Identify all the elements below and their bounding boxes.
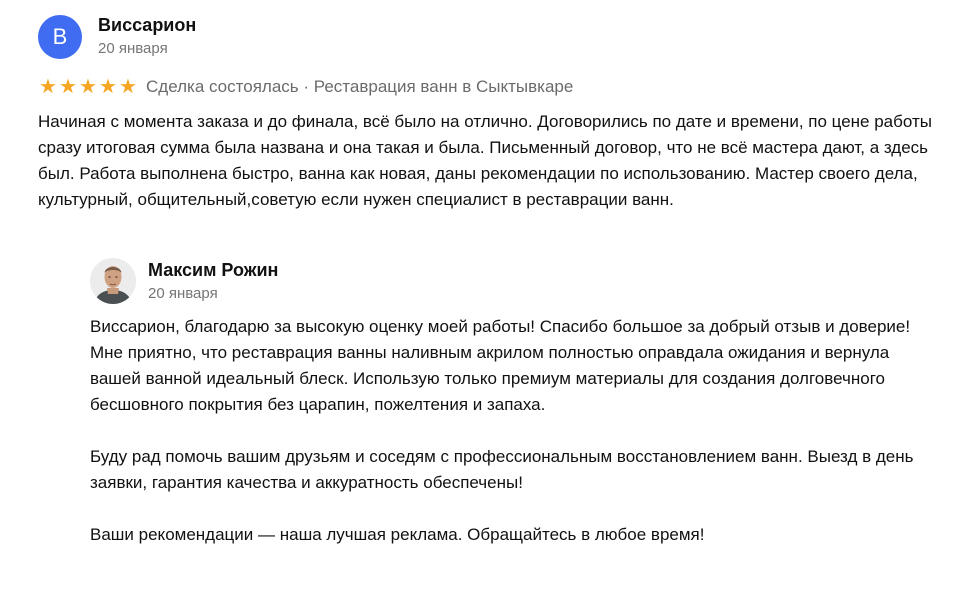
star-icon: ★: [59, 76, 77, 98]
author-name[interactable]: Виссарион: [98, 15, 197, 35]
deal-status: Сделка состоялась · Реставрация ванн в Сыктывкаре: [146, 77, 574, 96]
reply-paragraph: Буду рад помочь вашим друзьям и соседям с профессиональным восстановлением ванн. Выезд в день заявки, гарантия качества и аккуратность обеспечены!: [90, 447, 914, 492]
reply-paragraph: Виссарион, благодарю за высокую оценку моей работы! Спасибо большое за добрый отзыв и доверие! Мне приятно, что реставрация ванны наливным акрилом полностью оправдала ожидания и вернула вашей ванной идеальный блеск. Использую только премиум материалы для создания долговечного бесшовного покрытия без царапин, пожелтения и запаха.: [90, 317, 911, 414]
author-meta: [98, 14, 196, 59]
reply-text: [90, 314, 935, 548]
rating-stars: [38, 77, 138, 97]
master-reply: [90, 258, 935, 548]
rating-row: [38, 76, 938, 98]
author-avatar[interactable]: В: [38, 15, 82, 59]
master-avatar[interactable]: [90, 258, 136, 304]
reply-paragraph: Ваши рекомендации — наша лучшая реклама. Обращайтесь в любое время!: [90, 525, 705, 544]
master-name[interactable]: Максим Рожин: [148, 259, 279, 280]
avatar-photo: [90, 258, 136, 304]
review-text: Начиная с момента заказа и до финала, всё было на отлично. Договорились по дате и времени, по цене работы сразу итоговая сумма была названа и она такая и была. Письменный договор, что не всё мастера дают, а здесь был. Работа выполнена быстро, ванна как новая, даны рекомендации по использованию. Мастер своего дела, культурный, общительный,советую если нужен специалист в реставрации ванн.: [38, 112, 932, 209]
star-icon: ★: [79, 76, 97, 98]
star-icon: ★: [119, 76, 137, 98]
review-date: 20 января: [98, 40, 168, 57]
reply-header: [90, 258, 935, 304]
star-icon: ★: [39, 76, 57, 98]
review-card: [38, 14, 938, 213]
review-header: [38, 14, 938, 59]
reply-meta: [148, 259, 278, 304]
reply-date: 20 января: [148, 284, 218, 302]
star-icon: ★: [99, 76, 117, 98]
